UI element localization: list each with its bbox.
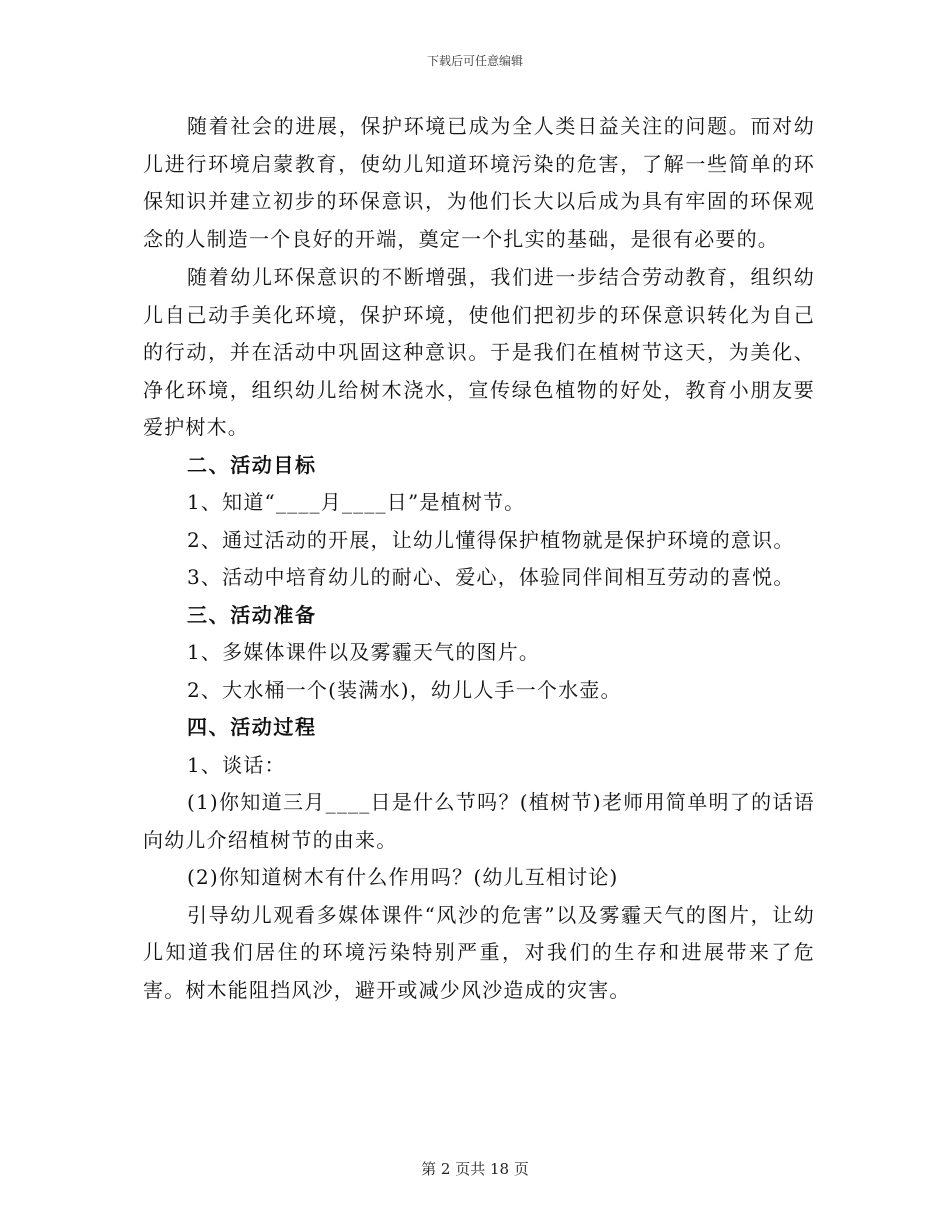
intro-paragraph-1: 随着社会的进展，保护环境已成为全人类日益关注的问题。而对幼儿进行环境启蒙教育，使幼儿知道环境污染的危害，了解一些简单的环保知识并建立初步的环保意识，为他们长大以后成为具有牢固的环保观念的人制造一个良好的开端，奠定一个扎实的基础，是很有必要的。 <box>143 114 815 251</box>
process-step-1: 1、谈话： <box>187 752 286 777</box>
goal-item-3: 3、活动中培育幼儿的耐心、爱心，体验同伴间相互劳动的喜悦。 <box>187 565 795 589</box>
intro-paragraph-2: 随着幼儿环保意识的不断增强，我们进一步结合劳动教育，组织幼儿自己动手美化环境，保护环境，使他们把初步的环保意识转化为自己的行动，并在活动中巩固这种意识。于是我们在植树节这天，为美化、净化环境，组织幼儿给树木浇水，宣传绿色植物的好处，教育小朋友要爱护树木。 <box>143 265 815 439</box>
goal-item-2: 2、通过活动的开展，让幼儿懂得保护植物就是保护环境的意识。 <box>187 527 795 552</box>
section-heading-goals: 二、活动目标 <box>187 452 317 477</box>
section-heading-preparation: 三、活动准备 <box>187 602 317 627</box>
goal-item-1: 1、知道“____月____日”是植树节。 <box>187 490 526 514</box>
section-heading-process: 四、活动过程 <box>187 715 317 739</box>
question-1: (1)你知道三月____日是什么节吗？(植树节)老师用简单明了的话语向幼儿介绍植树节的由来。 <box>143 790 815 852</box>
guidance-paragraph: 引导幼儿观看多媒体课件“风沙的危害”以及雾霾天气的图片，让幼儿知道我们居住的环境污染特别严重，对我们的生存和进展带来了危害。树木能阻挡风沙，避开或减少风沙造成的灾害。 <box>143 902 815 1002</box>
page-footer: 第 2 页共 18 页 <box>421 1160 529 1178</box>
question-2: (2)你知道树木有什么作用吗？(幼儿互相讨论) <box>187 865 619 889</box>
document-body <box>143 108 815 1009</box>
prep-item-2: 2、大水桶一个(装满水)，幼儿人手一个水壶。 <box>187 677 622 702</box>
page-header: 下载后可任意编辑 <box>426 54 523 68</box>
prep-item-1: 1、多媒体课件以及雾霾天气的图片。 <box>187 640 541 664</box>
